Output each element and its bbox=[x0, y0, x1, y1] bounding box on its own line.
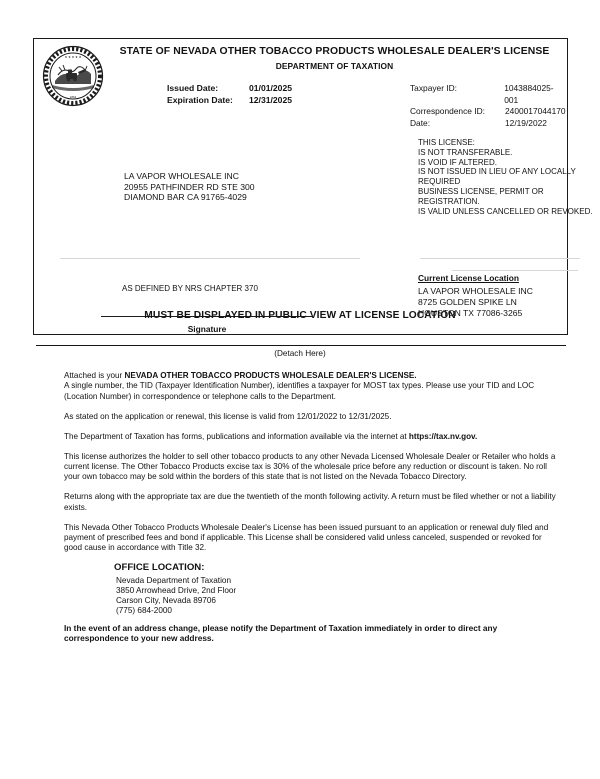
office-line: Nevada Department of Taxation bbox=[116, 575, 231, 585]
correspondence-id-value: 2400017044170 bbox=[505, 106, 566, 116]
signature-label: Signature bbox=[187, 324, 227, 334]
address-line: 20955 PATHFINDER RD STE 300 bbox=[124, 181, 255, 192]
address-change-notice: In the event of an address change, please notify the Department of Taxation immediately in order to direct any correspondence to your new address. bbox=[64, 622, 498, 644]
body-paragraph-issuance: This Nevada Other Tobacco Products Wholesale Dealer's License has been issued pursuant to an application or renewal duly filed and payment of prescribed fees and bond if applicable. This License shall be considered valid unless canceled, suspended or revoked for good cause in accordance with Title 32. bbox=[64, 522, 549, 553]
expiration-date-value: 12/31/2025 bbox=[249, 94, 293, 105]
condition-line: REQUIRED bbox=[418, 177, 461, 187]
body-paragraph-validity: As stated on the application or renewal, this license is valid from 12/01/2022 to 12/31/2025. bbox=[64, 411, 392, 421]
taxpayer-id-value: 1043884025-001 bbox=[504, 83, 554, 105]
page-title: STATE OF NEVADA OTHER TOBACCO PRODUCTS WHOLESALE DEALER'S LICENSE bbox=[119, 46, 550, 57]
condition-line: REGISTRATION. bbox=[418, 196, 480, 206]
address-line: LA VAPOR WHOLESALE INC bbox=[124, 171, 239, 181]
office-line: 3850 Arrowhead Drive, 2nd Floor bbox=[116, 585, 237, 595]
body-paragraph-authorization: This license authorizes the holder to sell other tobacco products to any other Nevada Licensed Wholesale Dealer or Retailer who holds a current license. The Other Tobacco Products excise tax is 30% of the wholesale price before any reduction or discount is taken. No roll your own tobacco may be sold within the borders of this state that is not listed on the Nevada Tobacco Directory. bbox=[64, 451, 556, 482]
nevada-state-seal-icon bbox=[42, 45, 104, 107]
detach-separator-rule bbox=[36, 345, 566, 346]
intro-prefix: Attached is your bbox=[64, 371, 125, 380]
svg-text:★ ★ ★ ★ ★: ★ ★ ★ ★ ★ bbox=[64, 55, 82, 59]
current-location-heading: Current License Location bbox=[418, 273, 519, 283]
issue-dates-block bbox=[167, 83, 292, 106]
intro-license-name: NEVADA OTHER TOBACCO PRODUCTS WHOLESALE DEALER'S LICENSE. bbox=[124, 371, 417, 380]
issued-date-label: Issued Date: bbox=[167, 83, 219, 93]
issued-date-row bbox=[167, 83, 292, 95]
document-date-value: 12/19/2022 bbox=[505, 117, 547, 128]
svg-text:1864: 1864 bbox=[69, 95, 77, 99]
body-paragraph-returns: Returns along with the appropriate tax are due the twentieth of the month following activity. A return must be filed whether or not a liability exists. bbox=[64, 492, 556, 512]
taxpayer-id-row bbox=[410, 83, 567, 106]
body-paragraph-website bbox=[64, 432, 556, 442]
office-location-block bbox=[64, 563, 556, 616]
condition-line: IS VOID IF ALTERED. bbox=[418, 157, 497, 167]
correspondence-id-label: Correspondence ID: bbox=[410, 106, 485, 116]
identifiers-block bbox=[410, 83, 567, 129]
document-date-row bbox=[410, 118, 567, 130]
page-subtitle: DEPARTMENT OF TAXATION bbox=[275, 61, 394, 71]
current-location-line: HOUSTON TX 77086-3265 bbox=[418, 308, 523, 318]
intro-rest: A single number, the TID (Taxpayer Identification Number), identifies a taxpayer for MOST tax types. Please use your TID and LOC (Location Number) in correspondence or telephone calls to the Department. bbox=[64, 381, 535, 401]
document-date-label: Date: bbox=[410, 117, 431, 128]
taxpayer-id-label: Taxpayer ID: bbox=[410, 83, 458, 93]
licensee-mailing-address bbox=[124, 171, 255, 203]
office-phone: (775) 684-2000 bbox=[116, 606, 172, 616]
scan-artifact-line bbox=[420, 258, 580, 259]
issued-date-value: 01/01/2025 bbox=[249, 83, 293, 93]
current-location-line: LA VAPOR WHOLESALE INC bbox=[418, 286, 533, 296]
scan-artifact-line bbox=[60, 258, 360, 259]
condition-line: BUSINESS LICENSE, PERMIT OR bbox=[418, 186, 544, 196]
license-certificate-card bbox=[33, 38, 593, 335]
correspondence-id-row bbox=[410, 106, 567, 118]
office-line: Carson City, Nevada 89706 bbox=[116, 596, 216, 606]
address-line: DIAMOND BAR CA 91765-4029 bbox=[124, 192, 247, 203]
condition-line: IS NOT TRANSFERABLE. bbox=[418, 147, 513, 157]
expiration-date-label: Expiration Date: bbox=[167, 94, 233, 105]
certificate-header bbox=[106, 45, 563, 71]
tax-website-url: https://tax.nv.gov. bbox=[408, 431, 478, 441]
license-conditions-block bbox=[418, 138, 600, 216]
must-be-displayed-notice: MUST BE DISPLAYED IN PUBLIC VIEW AT LICENSE LOCATION bbox=[144, 310, 456, 321]
expiration-date-row bbox=[167, 95, 292, 107]
license-letter-body bbox=[64, 371, 556, 653]
condition-line: IS NOT ISSUED IN LIEU OF ANY LOCALLY bbox=[418, 167, 576, 177]
current-location-line: 8725 GOLDEN SPIKE LN bbox=[418, 297, 517, 307]
condition-line: IS VALID UNLESS CANCELLED OR REVOKED. bbox=[418, 206, 593, 216]
scan-artifact-line bbox=[452, 270, 578, 271]
detach-here-label: (Detach Here) bbox=[274, 349, 326, 358]
office-location-heading: OFFICE LOCATION: bbox=[114, 562, 205, 574]
nrs-chapter-note: AS DEFINED BY NRS CHAPTER 370 bbox=[122, 284, 258, 293]
body-paragraph-intro bbox=[64, 371, 556, 402]
condition-line: THIS LICENSE: bbox=[418, 138, 475, 147]
website-prefix: The Department of Taxation has forms, publications and information available via the internet at bbox=[64, 431, 409, 441]
